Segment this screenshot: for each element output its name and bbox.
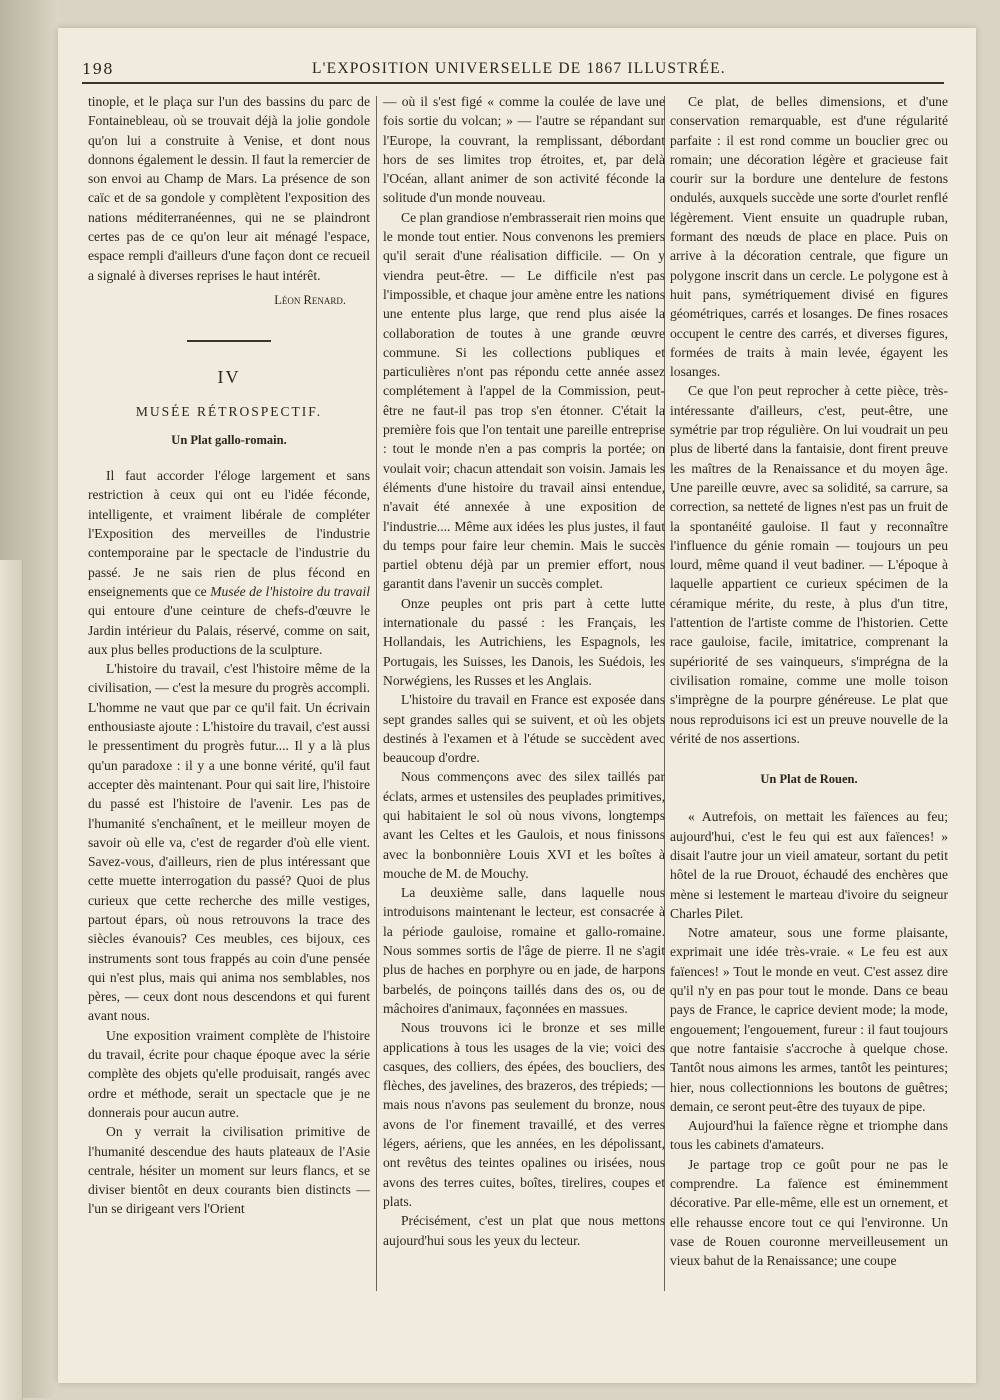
paragraph: Ce que l'on peut reprocher à cette pièce, très-intéressante d'ailleurs, c'est, peut-être, une symétrie par trop régulière. On lui voudrait un peu plus de liberté dans la fantaisie, dont firent preuve les maîtres de la Renaissance et du moyen âge. Une pareille œuvre, avec sa solidité, sa carrure, sa correction, sa netteté de lignes n'est pas un fruit de la spontanéité gauloise. Il faut y reconnaître l'influence du génie romain — toujours un peu lourd, même quand il veut badiner. — L'époque à laquelle appartient ce curieux spécimen de la céramique mérite, du reste, à plus d'un titre, l'attention de l'artiste comme de l'historien. Cette race gauloise, facile, imitatrice, comprenant la supériorité de ses vainqueurs, s'imprégna de la civilisation romaine, comme une molle toison s'imprègne de la pourpre généreuse. Le plat que nous reproduisons ici est un preuve nouvelle de la vérité de nos assertions. <box>670 383 948 746</box>
paragraph: Ce plat, de belles dimensions, et d'une conservation remarquable, est d'une régularité parfaite : il est rond comme un bouclier grec ou romain; une décoration légère et gracieuse fait courir sur la bordure une dentelure de festons ondulés, auxquels succède une sorte d'ourlet renflé légèrement. Vient ensuite un quadruple ruban, formant des nœuds de place en place. Puis on arrive à la décoration centrale, que figure un polygone inscrit dans un cercle. Le polygone est à huit pans, symétriquement divisé en figures géométriques, carrés et losanges. De fines rosaces occupent le centre des carrés, et diverses figures, formées de traits à main levée, égayent les losanges. <box>670 94 948 380</box>
paragraph: Onze peuples ont pris part à cette lutte internationale du passé : les Français, les Hollandais, les Autrichiens, les Espagnols, les Portugais, les Suisses, les Danois, les Suédois, les Norwégiens, les Russes et les Anglais. <box>383 595 665 688</box>
paragraph <box>88 466 370 659</box>
paragraph: Aujourd'hui la faïence règne et triomphe dans tous les cabinets d'amateurs. <box>670 1118 948 1153</box>
page-fold <box>0 560 23 1400</box>
paragraph: Nous commençons avec des silex taillés par éclats, armes et ustensiles des peuplades primitives, qui habitaient le sol où nous vivons, longtemps avant les Celtes et les Gaulois, et nous finissons avec la bonbonnière Louis XVI et les boîtes à mouche de M. de Mouchy. <box>383 769 665 881</box>
author-signature: Léon Renard. <box>274 292 346 307</box>
article-subtitle: Un Plat gallo-romain. <box>171 432 287 447</box>
section-divider <box>187 340 271 342</box>
column-divider-1 <box>376 96 377 1291</box>
header-rule <box>82 82 944 84</box>
paragraph: tinople, et le plaça sur l'un des bassins du parc de Fontainebleau, où se trouvait déjà la jolie gondole qu'on lui a construite à Venise, et dont nous donnons également le dessin. Il faut la remercier de son envoi au Champ de Mars. La présence de son caïc et de sa gondole y complètent l'exposition des nations méditerranéennes, qui ne se plaindront certes pas de ce qu'on leur ait ménagé l'espace, espace rempli d'ailleurs d'une façon dont ce recueil a signalé à diverses reprises le haut intérêt. <box>88 94 370 283</box>
paragraph: Ce plan grandiose n'embrasserait rien moins que le monde tout entier. Nous convenons les premiers qu'il serait d'une réalisation difficile. — On y viendra peut-être. — Le difficile n'est pas l'impossible, et chaque jour amène entre les nations une entente plus large, que rend plus aisée la collaboration de toutes à une grande œuvre commune. Si les collections publiques et particulières n'ont pas répondu cette année assez complétement à l'appel de la Commission, peut-être ne faut-il pas trop s'en étonner. C'était la première fois que l'on tentait une pareille entreprise : tout le monde n'en a pas compris la portée; on voulait voir; chacun attendait son voisin. Jamais les éléments d'une histoire du travail ainsi entendue, n'avait été annexée à une exposition de l'industrie.... Même aux idées les plus justes, il faut du temps pour faire leur chemin. Mais le succès partiel obtenu déjà par un premier effort, nous garantit dans l'avenir un succès complet. <box>383 209 665 592</box>
paragraph: Notre amateur, sous une forme plaisante, exprimait une idée très-vraie. « Le feu est aux faïences! » Tout le monde en veut. C'est assez dire qu'il n'y en pas pour tout le monde. Dans ce beau pays de France, le caprice devient mode; la mode, engouement; l'engouement, fureur : il faut toujours que notre fantaisie s'accroche à quelque chose. Tantôt nous aimons les armes, tantôt les peintures; hier, nous collectionnions les boutons de guêtres; demain, ce seront peut-être des tuyaux de pipe. <box>670 925 948 1114</box>
section-title: MUSÉE RÉTROSPECTIF. <box>135 403 323 419</box>
italic-title: Musée de l'histoire du travail <box>210 583 370 599</box>
paragraph: L'histoire du travail, c'est l'histoire même de la civilisation, — c'est la mesure du progrès accompli. L'homme ne vaut que par ce qu'il fait. Un écrivain enthousiaste ajoute : L'histoire du travail, c'est aussi le pressentiment du progrès futur.... Il y a là plus qu'un paradoxe : il y a une bonne vérité, qu'il faut accepter dès maintenant. Pour qui sait lire, l'histoire du passé est l'histoire de l'avenir. Les pas de l'humanité s'enchaînent, et le meilleur moyen de savoir où elle va, c'est de regarder d'où elle vient. Savez-vous, d'ailleurs, rien de plus intéressant que cette muette interrogation du passé? Quoi de plus curieux que cette recherche des mille vestiges, partout épars, où nous retrouvons la trace des siècles évanouis? Ces meubles, ces bijoux, ces instruments sont tous frappés au coin d'une pensée qui n'est plus, mais qui anima nos semblables, nos pères, — ceux dont nous descendons et qui furent avant nous. <box>88 661 370 1024</box>
paragraph: Je partage trop ce goût pour ne pas le comprendre. La faïence est éminemment décorative. Par elle-même, elle est un ornement, et elle rehausse encore tout ce qui l'environne. Un vase de Rouen couronne merveilleusement un vieux bahut de la Renaissance; une coupe <box>670 1156 948 1269</box>
paragraph-text: qui entoure d'une ceinture de chefs-d'œuvre le Jardin intérieur du Palais, réservé, comme on sait, aux plus belles productions de la sculpture. <box>88 603 370 657</box>
paragraph: — où il s'est figé « comme la coulée de lave une fois sortie du volcan; » — l'autre se répandant sur l'Europe, la couvrant, la remplissant, débordant hors de ses limites trop étroites, et, par delà l'Océan, allant animer de son activité féconde la solitude d'un monde nouveau. <box>383 94 665 206</box>
running-title: L'EXPOSITION UNIVERSELLE DE 1867 ILLUSTRÉE. <box>312 60 726 77</box>
paragraph: On y verrait la civilisation primitive de l'humanité descendue des hauts plateaux de l'Asie centrale, hésiter un moment sur leurs flancs, et se diviser bientôt en deux courants bien distincts — l'un se dirigeant vers l'Orient <box>88 1124 370 1217</box>
paragraph: L'histoire du travail en France est exposée dans sept grandes salles qui se suivent, et où les objets destinés à l'examen et à l'étude se succèdent avec beaucoup d'ordre. <box>383 692 665 766</box>
column-1 <box>88 92 370 1292</box>
page-header <box>82 56 962 84</box>
page-number: 198 <box>82 60 114 78</box>
column-3 <box>670 92 948 1292</box>
paragraph: Une exposition vraiment complète de l'histoire du travail, écrite pour chaque époque avec la série complète des objets qu'elle produisait, rangés avec ordre et méthode, serait un spectacle que je ne donnerais pour aucun autre. <box>88 1027 370 1120</box>
paragraph: Précisément, c'est un plat que nous mettons aujourd'hui sous les yeux du lecteur. <box>383 1213 665 1248</box>
paragraph: La deuxième salle, dans laquelle nous introduisons maintenant le lecteur, est consacrée à la période gauloise, romaine et gallo-romaine. Nous sommes sortis de l'âge de pierre. Il ne s'agit plus de haches en porphyre ou en jade, de harpons barbelés, de poinçons taillés dans des os, ou de mâchoires d'animaux, façonnées en massues. <box>383 885 665 1016</box>
paragraph-text: Il faut accorder l'éloge largement et sans restriction à ceux qui ont eu l'idée féconde, intelligente, et vraiment libérale de compléter l'Exposition des merveilles de l'industrie contemporaine par le spectacle de l'industrie du passé. Je ne sais rien de plus fécond en enseignements que ce <box>88 468 370 599</box>
section-number: IV <box>217 367 241 388</box>
column-2 <box>383 92 665 1292</box>
paragraph: « Autrefois, on mettait les faïences au feu; aujourd'hui, c'est le feu qui est aux faïences! » disait l'autre jour un vieil amateur, sortant du petit hôtel de la rue Drouot, échaudé des enchères que mène si lestement le marteau d'ivoire du seigneur Charles Pilet. <box>670 809 948 921</box>
paragraph: Nous trouvons ici le bronze et ses mille applications à tous les usages de la vie; voici des casques, des colliers, des épées, des boucliers, des flèches, des javelines, des brazeros, des trépieds; — mais nous n'avons pas seulement du bronze, nous avons de l'or finement travaillé, et des verres légers, aériens, que les années, en les dépolissant, ont revêtus des teintes opalines ou irisées, nous avons des terres cuites, boîtes, tirelires, coupes et plats. <box>383 1020 665 1209</box>
article-subtitle: Un Plat de Rouen. <box>760 772 858 787</box>
